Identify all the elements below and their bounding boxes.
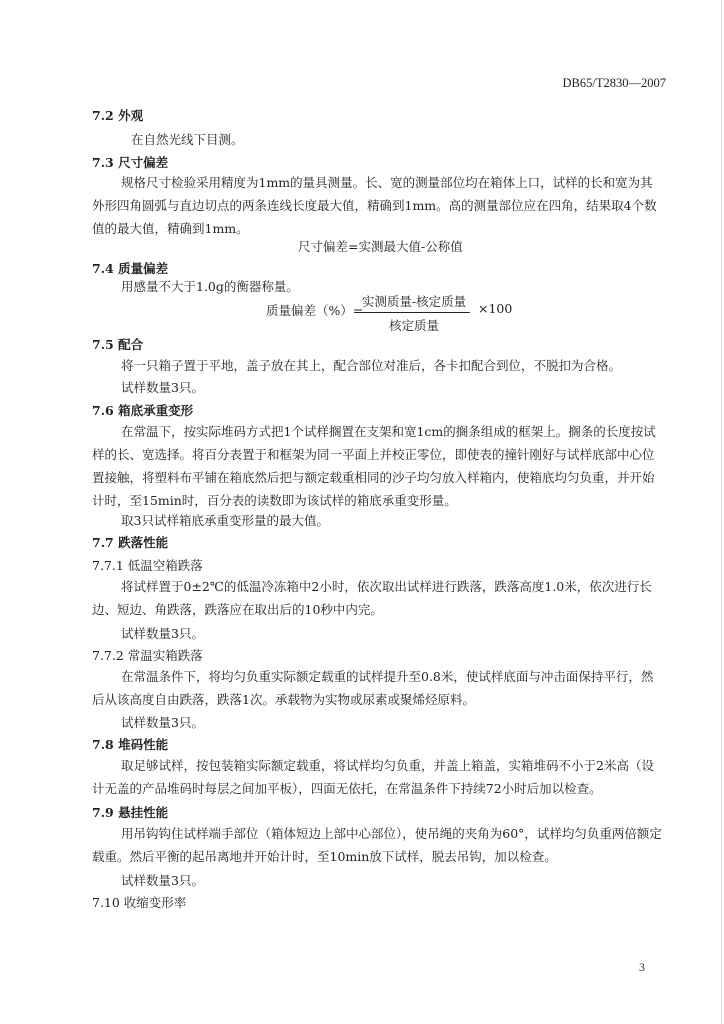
section-7-8-title: 7.8 堆码性能 — [92, 737, 169, 752]
section-7-7-1-count: 试样数量3只。 — [121, 626, 204, 641]
section-7-9-count: 试样数量3只。 — [121, 873, 204, 888]
fraction-numerator: 实测质量-核定质量 — [358, 292, 470, 313]
section-7-8-text: 取足够试样，按包装箱实际额定载重，将试样均匀负重，并盖上箱盖，实箱堆码不小于2米高（设计无盖的产品堆码时每层之间加平板），四面无依托，在常温条件下持续72小时后加以检查。 — [92, 758, 654, 796]
section-7-7-2-title: 7.7.2 常温实箱跌落 — [92, 648, 203, 663]
page-edge-line — [721, 0, 722, 1024]
section-7-7-2-text: 在常温条件下，将均匀负重实际额定载重的试样提升至0.8米，使试样底面与冲击面保持平行，然后从该高度自由跌落，跌落1次。承载物为实物或尿素或聚烯烃原料。 — [92, 669, 654, 707]
mass-deviation-label: 质量偏差（%）= — [266, 303, 364, 318]
section-7-7-2-count: 试样数量3只。 — [121, 715, 204, 730]
section-7-9-text: 用吊钩钩住试样端手部位（箱体短边上部中心部位），使吊绳的夹角为60°，试样均匀负重两倍额定载重。然后平衡的起吊离地并开始计时，至10min放下试样，脱去吊钩，加以检查。 — [92, 826, 662, 864]
size-deviation-formula: 尺寸偏差=实测最大值-公称值 — [298, 239, 463, 254]
section-7-9-title: 7.9 悬挂性能 — [92, 805, 169, 820]
standard-number: DB65/T2830—2007 — [562, 76, 666, 90]
section-7-7-1-title: 7.7.1 低温空箱跌落 — [92, 558, 203, 573]
section-7-4-text: 用感量不大于1.0g的衡器称量。 — [121, 279, 299, 294]
section-7-4-title: 7.4 质量偏差 — [92, 261, 169, 276]
section-7-6-title: 7.6 箱底承重变形 — [92, 403, 194, 418]
fraction-multiplier: ×100 — [478, 301, 513, 316]
section-7-7-1-text: 将试样置于0±2℃的低温冷冻箱中2小时，依次取出试样进行跌落，跌落高度1.0米，依次进行长边、短边、角跌落，跌落应在取出后的10秒中内完。 — [92, 579, 652, 617]
section-7-6-result: 取3只试样箱底承重变形量的最大值。 — [121, 513, 329, 528]
section-7-2-text: 在自然光线下目测。 — [131, 132, 244, 147]
section-7-3-text: 规格尺寸检验采用精度为1mm的量具测量。长、宽的测量部位均在箱体上口，试样的长和宽为其外形四角圆弧与直边切点的两条连线长度最大值，精确到1mm。高的测量部位应在四角，结果取4个数值的最大值，精确到1mm。 — [92, 175, 657, 236]
section-7-6-text: 在常温下，按实际堆码方式把1个试样搁置在支架和宽1cm的搁条组成的框架上。搁条的长度按试样的长、宽选择。将百分表置于和框架为同一平面上并校正零位，即使表的撞针刚好与试样底部中心位置接触，将塑料布平铺在箱底然后把与额定载重相同的沙子均匀放入样箱内，使箱底均匀负重，并开始计时，至15min时，百分表的读数即为该试样的箱底承重变形量。 — [92, 424, 656, 508]
section-7-5-text: 将一只箱子置于平地，盖子放在其上，配合部位对准后，各卡扣配合到位，不脱扣为合格。 — [121, 358, 622, 373]
section-7-3-title: 7.3 尺寸偏差 — [92, 155, 169, 170]
section-7-7-title: 7.7 跌落性能 — [92, 535, 169, 550]
mass-deviation-fraction — [358, 292, 470, 334]
page-number: 3 — [639, 960, 645, 974]
section-7-2-title: 7.2 外观 — [92, 108, 144, 123]
section-7-5-title: 7.5 配合 — [92, 337, 144, 352]
section-7-5-count: 试样数量3只。 — [121, 380, 204, 395]
section-7-10-title: 7.10 收缩变形率 — [92, 895, 187, 910]
fraction-denominator: 核定质量 — [388, 318, 439, 333]
